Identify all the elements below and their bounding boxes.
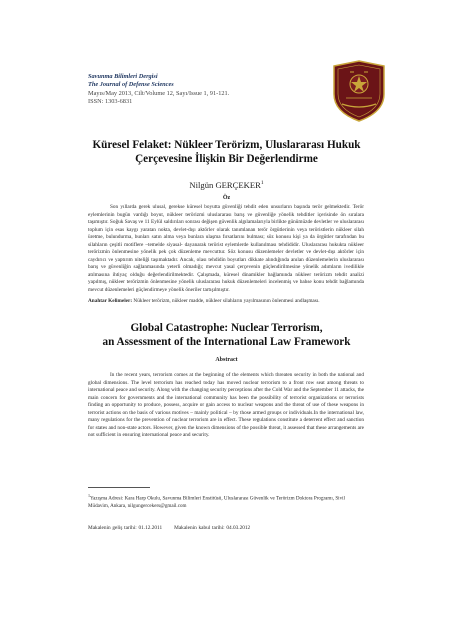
author-footnote-marker: 1 [260, 180, 264, 187]
article-title-tr-line2: Çerçevesine İlişkin Bir Değerlendirme [135, 152, 318, 165]
article-title-tr [60, 139, 393, 166]
journal-issue: Mayıs/May 2013, Cilt/Volume 12, Sayı/Issue 1, 91-121. [88, 89, 230, 97]
journal-header [88, 73, 318, 106]
journal-issn: ISSN: 1303-6831 [88, 97, 133, 105]
abstract-heading: Abstract [215, 357, 238, 363]
journal-name-en: The Journal of Defense Sciences [88, 81, 174, 89]
accepted-date: Makalenin kabul tarihi: 04.03.2012 [174, 525, 251, 531]
article-dates [88, 525, 364, 531]
footnote-marker: 1 [88, 493, 90, 498]
article-title-en-line2: an Assessment of the International Law Framework [102, 335, 351, 348]
article-title-tr-line1: Küresel Felaket: Nükleer Terörizm, Uluslararası Hukuk [92, 139, 361, 151]
journal-name-tr: Savunma Bilimleri Dergisi [88, 73, 158, 80]
oz-heading: Öz [222, 195, 231, 201]
article-title-en [60, 322, 393, 349]
article-title-en-line1: Global Catastrophe: Nuclear Terrorism, [130, 322, 323, 334]
abstract-en [88, 372, 364, 440]
received-date: Makalenin geliş tarihi: 01.12.2011 [88, 525, 163, 531]
oz-abstract [88, 204, 364, 295]
abstract-paragraph: In the recent years, terrorism comes at the beginning of the elements which threaten security in both the national and global dimensions. The level terrorism has reached today has moved nuclear terrorism to a front row seat among threats to international peace and security. Along with the changing security perceptions after the Cold War and the September 11 attacks, the main concern for governments and the international community has been the possibility of terrorist organizations or terrorists finding an opportunity to produce, possess, acquire or gain access to nuclear weapons and the threat of use of these weapons in terrorist actions on the basis of various motives – mainly political – by those armed groups or individuals.In the international law, many regulations for the prevention of nuclear terrorism are in effect. These regulations constitute a deterrent effect and sanction for states and non-state actors. However, given the known dimensions of the possible threat, it assessed that these arrangements are not sufficient in ensuring international peace and security. [88, 372, 364, 439]
keywords-text: Nükleer terörizm, nükleer madde, nükleer silahların yayılmasının önlenmesi andlaşması. [133, 298, 320, 304]
footnote-divider [88, 487, 150, 488]
keywords [88, 298, 364, 306]
military-academy-emblem-icon [332, 60, 386, 122]
author [60, 180, 393, 190]
author-name: Nilgün GERÇEKER [189, 180, 261, 190]
footnote [88, 492, 364, 510]
oz-paragraph: Son yıllarda gerek ulusal, gerekse küresel boyutta güvenliği tehdit eden unsurların başında terör gelmektedir. Terör eylemlerinin bugün vardığı boyut, nükleer terörizmi uluslararası barış ve güvenliğe yönelik tehditler içerisinde ön sıralara taşımıştır. Soğuk Savaş ve 11 Eylül saldırıları sonrası değişen güvenlik algılamalarıyla birlikte günümüzde devletler ve uluslararası toplum için esas kaygı yaratan nokta, devlet-dışı aktörler olarak tanımlanan terör örgütlerinin veya teröristlerin nükleer silah üretme, bulundurma, bunları satın alma veya bunlara ulaşma fırsatlarını bulması; söz konusu kişi ya da örgütler tarafından bu silahların çeşitli motiflere –temelde siyasal- dayanarak terörist eylemlerde kullanılması tehdididir. Uluslararası hukukta nükleer terörizmin önlenmesine yönelik pek çok düzenleme mevcuttur. Söz konusu düzenlemeler devletler ve devlet-dışı aktörler için caydırıcı ve yaptırım niteliği taşımaktadır. Ancak, olası tehdidin boyutları dikkate alındığında anılan düzenlemelerin uluslararası barış ve güvenliğin sağlanmasında yeterli olmadığı; mevcut yasal çerçevenin güçlendirilmesine yönelik adımların ivedilikle atılmasına ihtiyaç olduğu değerlendirilmektedir. Çalışmada, küresel dinamikler bağlamında nükleer terörizm tehdit analizi yapılmış, nükleer terörizmin önlenmesine yönelik uluslararası hukuk düzenlemeleri incelenmiş ve bahse konu tehdit bağlamında mevcut düzenlemeleri güçlendirmeye yönelik öneriler tartışılmıştır. [88, 204, 364, 294]
keywords-label: Anahtar Kelimeler: [88, 298, 133, 304]
footnote-text: Yazışma Adresi: Kara Harp Okulu, Savunma Bilimleri Enstitüsü, Uluslararası Güvenlik ve Terörizm Doktora Programı, Sivil Müdavim, Ankara, nilgungercekers@gmail.com [88, 495, 345, 509]
